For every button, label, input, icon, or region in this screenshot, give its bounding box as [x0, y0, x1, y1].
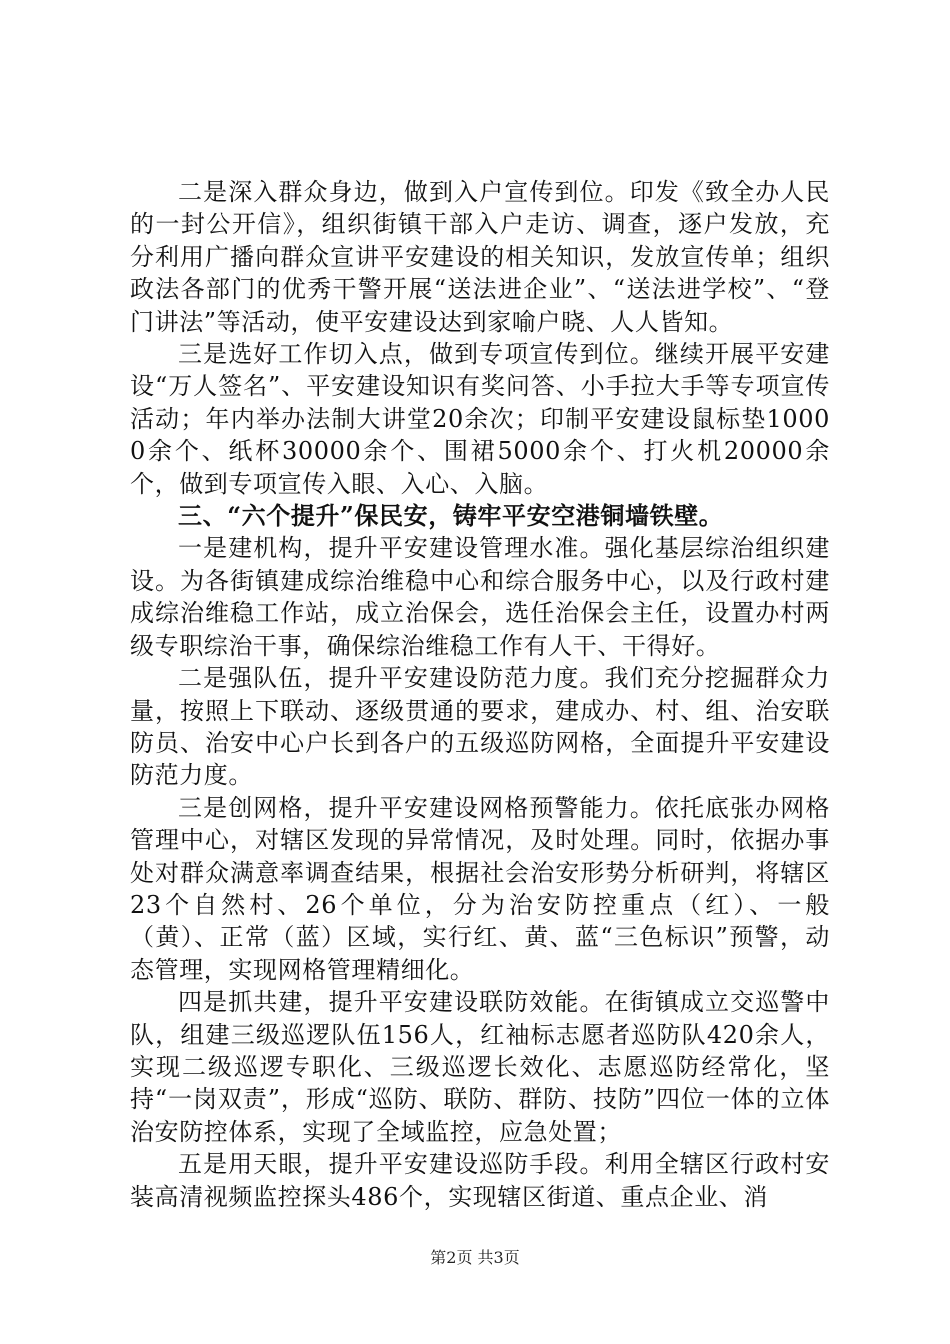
section-heading-six-improvements: 三、“六个提升”保民安，铸牢平安空港铜墙铁壁。 — [178, 501, 724, 531]
page-footer: 第2页 共3页 — [430, 1248, 520, 1267]
paragraph-door-to-door-publicity: 二是深入群众身边，做到入户宣传到位。印发《致全办人民的一封公开信》，组织街镇干部入户走访、调查，逐户发放，充分利用广播向群众宣讲平安建设的相关知识，发放宣传单；组织政法各部门的优秀干警开展“送法进企业”、“送法进学校”、“登门讲法”等活动，使平安建设达到家喻户晓、人人皆知。 — [130, 178, 830, 336]
document-body — [130, 176, 830, 1213]
paragraph-create-grid: 三是创网格，提升平安建设网格预警能力。依托底张办网格管理中心，对辖区发现的异常情况，及时处理。同时，依据办事处对群众满意率调查结果，根据社会治安形势分析研判，将辖区23个自然村、26个单位，分为治安防控重点（红）、一般（黄）、正常（蓝）区域，实行红、黄、蓝“三色标识”预警，动态管理，实现网格管理精细化。 — [130, 793, 830, 984]
paragraph-special-publicity: 三是选好工作切入点，做到专项宣传到位。继续开展平安建设“万人签名”、平安建设知识有奖问答、小手拉大手等专项宣传活动；年内举办法制大讲堂20余次；印制平安建设鼠标垫10000余个、纸杯30000余个、围裙5000余个、打火机20000余个，做到专项宣传入眼、入心、入脑。 — [130, 340, 830, 498]
paragraph-strengthen-teams: 二是强队伍，提升平安建设防范力度。我们充分挖掘群众力量，按照上下联动、逐级贯通的要求，建成办、村、组、治安联防员、治安中心户长到各户的五级巡防网格，全面提升平安建设防范力度。 — [130, 664, 830, 790]
paragraph-build-institutions: 一是建机构，提升平安建设管理水准。强化基层综治组织建设。为各街镇建成综治维稳中心和综合服务中心，以及行政村建成综治维稳工作站，成立治保会，选任治保会主任，设置办村两级专职综治干事，确保综治维稳工作有人干、干得好。 — [130, 534, 830, 660]
paragraph-sky-eye: 五是用天眼，提升平安建设巡防手段。利用全辖区行政村安装高清视频监控探头486个，实现辖区街道、重点企业、消 — [130, 1150, 830, 1211]
paragraph-joint-construction: 四是抓共建，提升平安建设联防效能。在街镇成立交巡警中队，组建三级巡逻队伍156人，红袖标志愿者巡防队420余人，实现二级巡逻专职化、三级巡逻长效化、志愿巡防经常化，坚持“一岗双责”，形成“巡防、联防、群防、技防”四位一体的立体治安防控体系，实现了全域监控，应急处置； — [130, 988, 830, 1146]
